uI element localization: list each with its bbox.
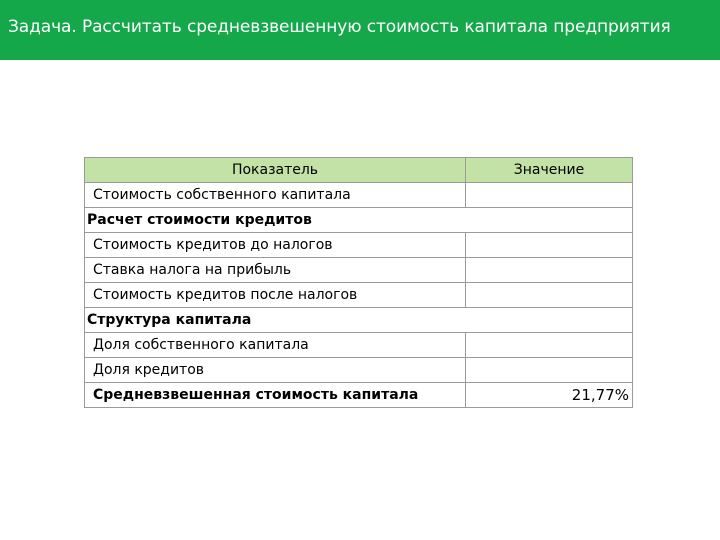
row-value bbox=[466, 333, 633, 358]
total-label: Средневзвешенная стоимость капитала bbox=[85, 383, 466, 408]
row-label: Доля кредитов bbox=[85, 358, 466, 383]
table-row bbox=[85, 183, 633, 208]
total-value: 21,77% bbox=[466, 383, 633, 408]
section-label: Расчет стоимости кредитов bbox=[85, 208, 466, 233]
row-label: Стоимость собственного капитала bbox=[85, 183, 466, 208]
table-row bbox=[85, 233, 633, 258]
row-value bbox=[466, 283, 633, 308]
row-label: Стоимость кредитов после налогов bbox=[85, 283, 466, 308]
row-value bbox=[466, 183, 633, 208]
section-label: Структура капитала bbox=[85, 308, 466, 333]
row-value bbox=[466, 258, 633, 283]
table-header-row bbox=[85, 158, 633, 183]
total-row bbox=[85, 383, 633, 408]
slide-title: Задача. Рассчитать средневзвешенную стоимость капитала предприятия bbox=[8, 17, 671, 37]
table-row bbox=[85, 283, 633, 308]
section-row bbox=[85, 208, 633, 233]
table-row bbox=[85, 258, 633, 283]
row-value bbox=[466, 233, 633, 258]
section-row bbox=[85, 308, 633, 333]
title-bar bbox=[0, 0, 720, 60]
row-label: Ставка налога на прибыль bbox=[85, 258, 466, 283]
row-label: Доля собственного капитала bbox=[85, 333, 466, 358]
row-label: Стоимость кредитов до налогов bbox=[85, 233, 466, 258]
row-value bbox=[466, 308, 633, 333]
table-row bbox=[85, 333, 633, 358]
header-value: Значение bbox=[466, 158, 633, 183]
row-value bbox=[466, 208, 633, 233]
indicator-table bbox=[84, 157, 633, 408]
row-value bbox=[466, 358, 633, 383]
header-indicator: Показатель bbox=[85, 158, 466, 183]
table-row bbox=[85, 358, 633, 383]
